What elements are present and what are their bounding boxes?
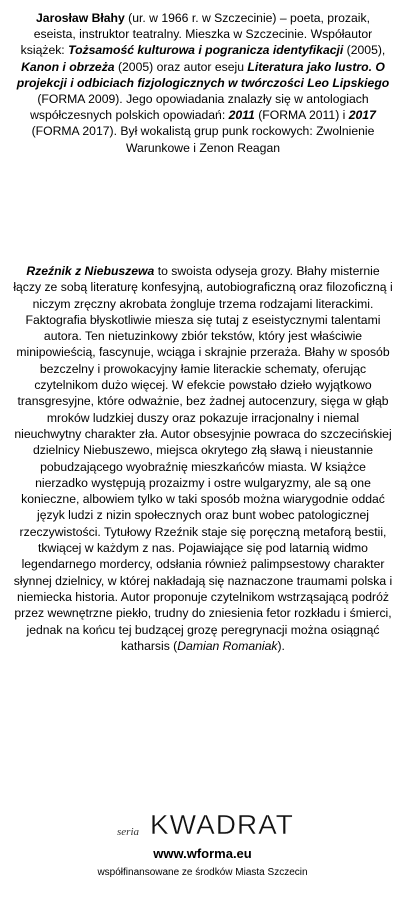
author-name: Jarosław Błahy <box>36 11 125 25</box>
essay-title: Literatura jako lustro. O projekcji i odbiciach fizjologicznych w twórczości Leo Lipskiego <box>16 59 390 90</box>
bio-text: (FORMA 2017). Był wokalistą grup punk rockowych: Zwolnienie Warunkowe i Zenon Reagan <box>31 124 375 155</box>
series-label: seria <box>117 826 139 838</box>
bio-text: (FORMA 2011) i <box>254 108 349 123</box>
book-review <box>12 263 394 654</box>
publisher-url[interactable]: www.wforma.eu <box>153 846 252 861</box>
funding-note: współfinansowane ze środków Miasta Szczecin <box>97 867 308 878</box>
book-title: Tożsamość kulturowa i pogranicza identyfikacji <box>68 43 344 58</box>
anthology-title: 2011 <box>228 108 255 123</box>
book-title: Kanon i obrzeża <box>21 59 115 74</box>
series-logo <box>0 808 405 842</box>
kwadrat-logo-icon <box>150 808 300 838</box>
review-text: to swoista odyseja grozy. Błahy misternie łączy ze sobą literaturę konfesyjną, autobiograficzną oraz filozoficzną i niczym zręczny akrobata żongluje trzema rodzajami literackimi. Faktografia błyskotliwie miesza się tutaj z eseistycznymi talentami autora. Ten nietuzinkowy zbiór tekstów, który jest właściwie minipowieścią, fascynuje, wciąga i skrajnie przeraża. Błahy w sposób bezczelny i prowokacyjny łamie literackie schematy, oferując czytelnikom dużo więcej. W efekcie powstało dzieło wyjątkowo transgresyjne, które odważnie, bez żadnej autocenzury, sięga w głąb mroków ludzkiej duszy oraz pokazuje irracjonalny i niemal nieuchwytny charakter zła. Autor obsesyjnie powraca do szczecińskiej dzielnicy Niebuszewo, miejsca okrytego złą sławą i nieustannie pobudzającego wyobraźnię mieszkańców miasta. W książce nierzadko występują prozaizmy i ostre wulgaryzmy, ale są one konieczne, albowiem tylko w taki sposób można wiarygodnie oddać język ludzi z nizin społecznych oraz bunt wobec patologicznej rzeczywistości. Tytułowy Rzeźnik staje się poręczną metaforą bestii, tkwiącej w każdym z nas. Pojawiające się pod latarnią widmo legendarnego mordercy, odsłania również palimpsestowy charakter słynnej dzielnicy, w której nakładają się naznaczone traumami polska i niemiecka historia. Autor proponuje czytelnikom wstrząsającą podróż przez wewnętrzne piekło, trudny do zniesienia fetor rozkładu i śmierci, jednak na końcu tej budzącej grozę peregrynacji można osiągnąć katharsis ( <box>13 264 393 653</box>
bio-text: (FORMA 2009). Jego opowiadania znalazły się w antologiach współczesnych polskich opowiadań: <box>30 92 369 123</box>
bio-text: (2005) oraz autor eseju <box>114 59 248 74</box>
reviewer-name: Damian Romaniak <box>177 638 278 653</box>
bio-text: (2005), <box>343 43 386 58</box>
logo-wordmark: KWADRAT <box>150 809 294 838</box>
anthology-title: 2017 <box>348 108 376 123</box>
review-end: ). <box>277 638 285 653</box>
bio-text: (ur. w 1966 r. w Szczecinie) – poeta, prozaik, eseista, instruktor teatralny. Mieszka w Szczecinie. Współautor książek: <box>20 11 373 58</box>
book-main-title: Rzeźnik z Niebuszewa <box>26 264 155 278</box>
author-bio <box>14 10 392 156</box>
